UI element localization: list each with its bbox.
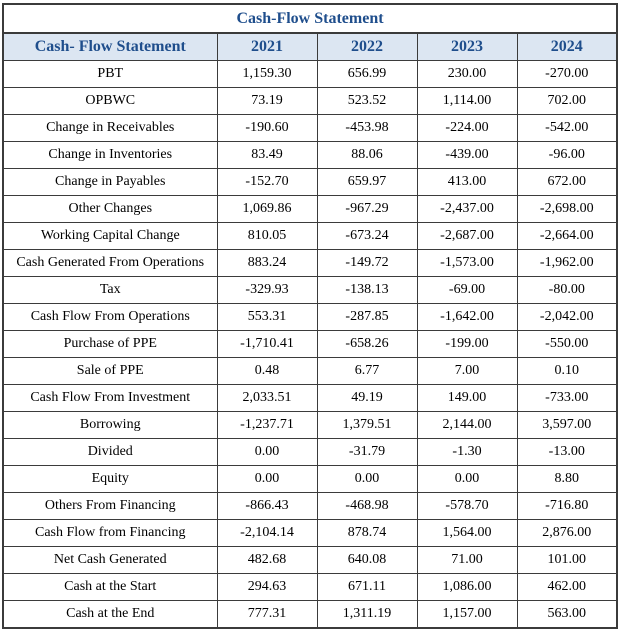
- cell-value: -329.93: [217, 277, 317, 304]
- row-label: Sale of PPE: [3, 358, 217, 385]
- table-title-row: [3, 4, 617, 33]
- cell-value: -2,698.00: [517, 196, 617, 223]
- cell-value: -716.80: [517, 493, 617, 520]
- cell-value: -69.00: [417, 277, 517, 304]
- column-header-2024: 2024: [517, 33, 617, 61]
- cell-value: -13.00: [517, 439, 617, 466]
- table-body: [3, 61, 617, 629]
- table-row: [3, 358, 617, 385]
- row-label: Change in Payables: [3, 169, 217, 196]
- cell-value: -190.60: [217, 115, 317, 142]
- cell-value: 413.00: [417, 169, 517, 196]
- cell-value: -2,104.14: [217, 520, 317, 547]
- cell-value: 88.06: [317, 142, 417, 169]
- row-label: Divided: [3, 439, 217, 466]
- table-row: [3, 331, 617, 358]
- cell-value: 563.00: [517, 601, 617, 629]
- table-row: [3, 520, 617, 547]
- cell-value: -224.00: [417, 115, 517, 142]
- row-label: Cash at the Start: [3, 574, 217, 601]
- cell-value: -31.79: [317, 439, 417, 466]
- cell-value: 2,144.00: [417, 412, 517, 439]
- cell-value: -542.00: [517, 115, 617, 142]
- column-header-2021: 2021: [217, 33, 317, 61]
- row-label: Change in Receivables: [3, 115, 217, 142]
- cell-value: -1,642.00: [417, 304, 517, 331]
- cell-value: -80.00: [517, 277, 617, 304]
- row-label: Cash at the End: [3, 601, 217, 629]
- table-row: [3, 169, 617, 196]
- table-row: [3, 574, 617, 601]
- cell-value: 878.74: [317, 520, 417, 547]
- table-row: [3, 277, 617, 304]
- cell-value: 671.11: [317, 574, 417, 601]
- row-label: OPBWC: [3, 88, 217, 115]
- table-row: [3, 115, 617, 142]
- cell-value: 0.10: [517, 358, 617, 385]
- cell-value: -1,710.41: [217, 331, 317, 358]
- cell-value: 883.24: [217, 250, 317, 277]
- cell-value: -96.00: [517, 142, 617, 169]
- cell-value: -967.29: [317, 196, 417, 223]
- cell-value: 553.31: [217, 304, 317, 331]
- table-row: [3, 88, 617, 115]
- row-label: Cash Flow From Operations: [3, 304, 217, 331]
- cell-value: 71.00: [417, 547, 517, 574]
- cell-value: 83.49: [217, 142, 317, 169]
- cell-value: -550.00: [517, 331, 617, 358]
- row-label: Purchase of PPE: [3, 331, 217, 358]
- cell-value: 462.00: [517, 574, 617, 601]
- cell-value: -1,962.00: [517, 250, 617, 277]
- cell-value: 640.08: [317, 547, 417, 574]
- table-row: [3, 493, 617, 520]
- cell-value: 1,159.30: [217, 61, 317, 88]
- cell-value: 702.00: [517, 88, 617, 115]
- cell-value: 6.77: [317, 358, 417, 385]
- cell-value: 0.00: [317, 466, 417, 493]
- table-row: [3, 547, 617, 574]
- table-row: [3, 196, 617, 223]
- cell-value: -453.98: [317, 115, 417, 142]
- row-label: Equity: [3, 466, 217, 493]
- column-header-2022: 2022: [317, 33, 417, 61]
- cell-value: 2,033.51: [217, 385, 317, 412]
- cell-value: -287.85: [317, 304, 417, 331]
- cell-value: 1,157.00: [417, 601, 517, 629]
- table-row: [3, 439, 617, 466]
- cell-value: 0.00: [217, 466, 317, 493]
- cell-value: 1,564.00: [417, 520, 517, 547]
- cell-value: 656.99: [317, 61, 417, 88]
- table-row: [3, 385, 617, 412]
- cell-value: 0.00: [417, 466, 517, 493]
- row-label: Working Capital Change: [3, 223, 217, 250]
- table-row: [3, 142, 617, 169]
- row-label: Cash Generated From Operations: [3, 250, 217, 277]
- row-label: PBT: [3, 61, 217, 88]
- cell-value: -468.98: [317, 493, 417, 520]
- cell-value: -138.13: [317, 277, 417, 304]
- cell-value: 482.68: [217, 547, 317, 574]
- cell-value: 3,597.00: [517, 412, 617, 439]
- row-label: Others From Financing: [3, 493, 217, 520]
- cell-value: 0.48: [217, 358, 317, 385]
- cell-value: -439.00: [417, 142, 517, 169]
- row-label: Cash Flow From Investment: [3, 385, 217, 412]
- cell-value: -673.24: [317, 223, 417, 250]
- row-label: Cash Flow from Financing: [3, 520, 217, 547]
- row-label: Borrowing: [3, 412, 217, 439]
- cell-value: -2,664.00: [517, 223, 617, 250]
- cell-value: -1,573.00: [417, 250, 517, 277]
- cell-value: -1.30: [417, 439, 517, 466]
- cell-value: -1,237.71: [217, 412, 317, 439]
- cell-value: 101.00: [517, 547, 617, 574]
- cell-value: -866.43: [217, 493, 317, 520]
- row-label: Net Cash Generated: [3, 547, 217, 574]
- cell-value: 672.00: [517, 169, 617, 196]
- cell-value: 1,311.19: [317, 601, 417, 629]
- cell-value: 8.80: [517, 466, 617, 493]
- cell-value: -2,042.00: [517, 304, 617, 331]
- cell-value: 1,379.51: [317, 412, 417, 439]
- table-row: [3, 412, 617, 439]
- column-header-label: Cash- Flow Statement: [3, 33, 217, 61]
- row-label: Change in Inventories: [3, 142, 217, 169]
- row-label: Other Changes: [3, 196, 217, 223]
- cell-value: -2,687.00: [417, 223, 517, 250]
- table-row: [3, 223, 617, 250]
- cell-value: -152.70: [217, 169, 317, 196]
- cell-value: 777.31: [217, 601, 317, 629]
- cell-value: -658.26: [317, 331, 417, 358]
- table-title: Cash-Flow Statement: [3, 4, 617, 33]
- cell-value: -2,437.00: [417, 196, 517, 223]
- cell-value: 810.05: [217, 223, 317, 250]
- cell-value: 230.00: [417, 61, 517, 88]
- column-header-row: [3, 33, 617, 61]
- cell-value: 1,086.00: [417, 574, 517, 601]
- cash-flow-table: [2, 3, 618, 629]
- cell-value: 49.19: [317, 385, 417, 412]
- table-row: [3, 61, 617, 88]
- cell-value: 659.97: [317, 169, 417, 196]
- table-row: [3, 466, 617, 493]
- cell-value: 149.00: [417, 385, 517, 412]
- cell-value: 0.00: [217, 439, 317, 466]
- cell-value: 523.52: [317, 88, 417, 115]
- cell-value: 1,114.00: [417, 88, 517, 115]
- cell-value: 7.00: [417, 358, 517, 385]
- cell-value: -270.00: [517, 61, 617, 88]
- cell-value: -199.00: [417, 331, 517, 358]
- table-row: [3, 250, 617, 277]
- column-header-2023: 2023: [417, 33, 517, 61]
- cell-value: -733.00: [517, 385, 617, 412]
- cell-value: 2,876.00: [517, 520, 617, 547]
- cash-flow-table-container: [2, 3, 618, 629]
- table-row: [3, 601, 617, 629]
- cell-value: 1,069.86: [217, 196, 317, 223]
- cell-value: -149.72: [317, 250, 417, 277]
- cell-value: 73.19: [217, 88, 317, 115]
- row-label: Tax: [3, 277, 217, 304]
- cell-value: -578.70: [417, 493, 517, 520]
- cell-value: 294.63: [217, 574, 317, 601]
- table-row: [3, 304, 617, 331]
